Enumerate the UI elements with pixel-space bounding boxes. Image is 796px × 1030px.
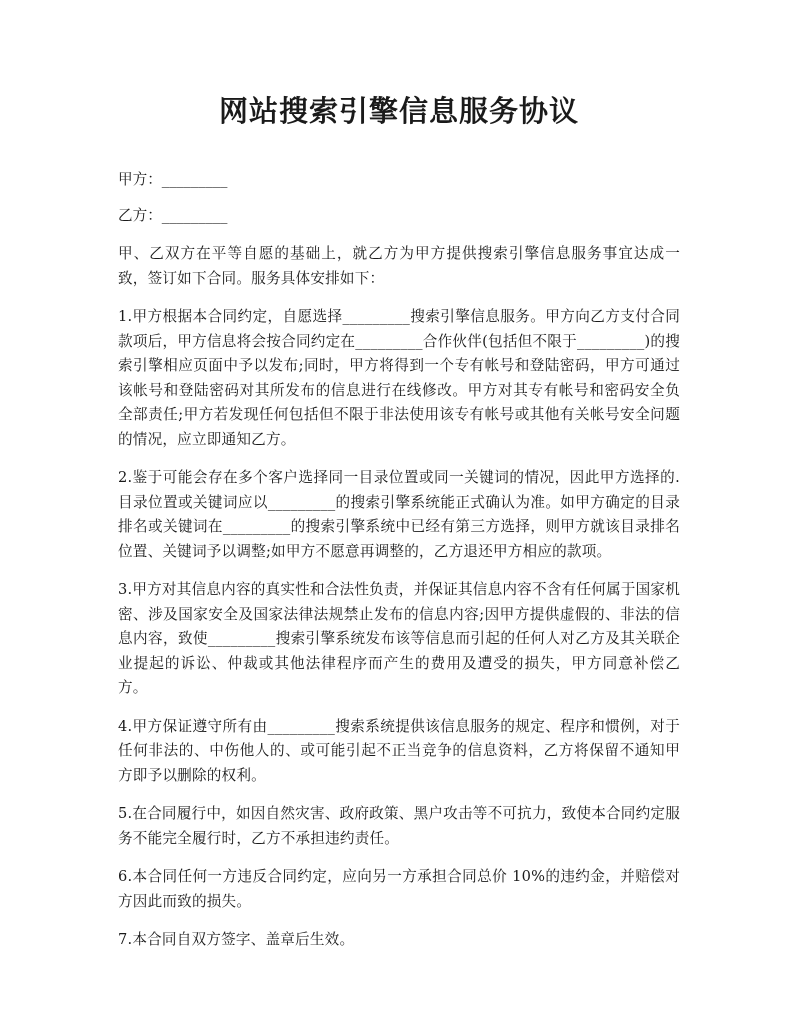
clause-2-paragraph: 2.鉴于可能会存在多个客户选择同一目录位置或同一关键词的情况，因此甲方选择的.目录位置或关键词应以_________的搜索引擎系统能正式确认为准。如甲方确定的目录排名或关键词在_________的搜索引擎系统中已经有第三方选择，则甲方就该目录排名位置、关键词予以调整;如甲方不愿意再调整的，乙方退还甲方相应的款项。	[118, 469, 680, 560]
party-b-line: 乙方：_________	[118, 207, 228, 224]
clause-7-paragraph: 7.本合同自双方签字、盖章后生效。	[118, 931, 355, 948]
clause-4-paragraph: 4.甲方保证遵守所有由_________搜索系统提供该信息服务的规定、程序和惯例，对于任何非法的、中伤他人的、或可能引起不正当竞争的信息资料，乙方将保留不通知甲方即予以删除的权利。	[118, 717, 680, 784]
clause-6-paragraph: 6.本合同任何一方违反合同约定，应向另一方承担合同总价 10%的违约金，并赔偿对方因此而致的损失。	[118, 868, 680, 910]
clause-1-paragraph: 1.甲方根据本合同约定，自愿选择_________搜索引擎信息服务。甲方向乙方支付合同款项后，甲方信息将会按合同约定在_________合作伙伴(包括但不限于_________)的搜索引擎相应页面中予以发布;同时，甲方将得到一个专有帐号和登陆密码，甲方可通过该帐号和登陆密码对其所发布的信息进行在线修改。甲方对其专有帐号和密码安全负全部责任;甲方若发现任何包括但不限于非法使用该专有帐号或其他有关帐号安全问题的情况，应立即通知乙方。	[118, 308, 680, 448]
document-title: 网站搜索引擎信息服务协议	[218, 94, 579, 128]
preamble-paragraph: 甲、乙双方在平等自愿的基础上，就乙方为甲方提供搜索引擎信息服务事宜达成一致，签订如下合同。服务具体安排如下：	[118, 245, 680, 287]
clause-3-paragraph: 3.甲方对其信息内容的真实性和合法性负责，并保证其信息内容不含有任何属于国家机密、涉及国家安全及国家法律法规禁止发布的信息内容;因甲方提供虚假的、非法的信息内容，致使_________搜索引擎系统发布该等信息而引起的任何人对乙方及其关联企业提起的诉讼、仲裁或其他法律程序而产生的费用及遭受的损失，甲方同意补偿乙方。	[118, 581, 680, 696]
clause-5-paragraph: 5.在合同履行中，如因自然灾害、政府政策、黑户攻击等不可抗力，致使本合同约定服务不能完全履行时，乙方不承担违约责任。	[118, 805, 680, 847]
party-a-line: 甲方：_________	[118, 171, 228, 188]
document-page	[118, 86, 680, 967]
